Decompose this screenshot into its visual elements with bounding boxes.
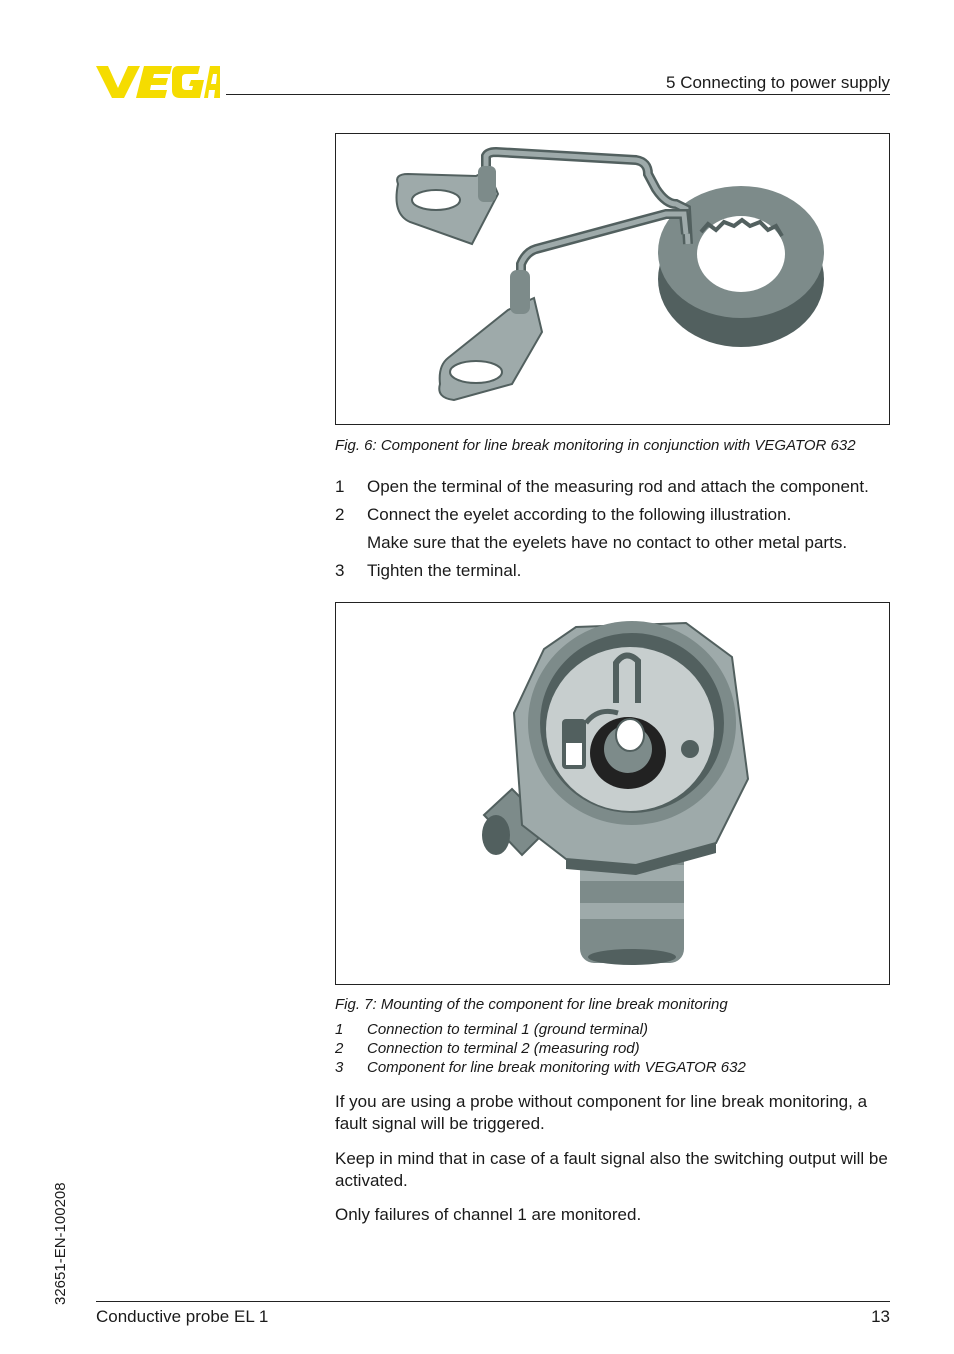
legend-text: Connection to terminal 1 (ground terminal) [367, 1021, 648, 1038]
legend-text: Component for line break monitoring with VEGATOR 632 [367, 1059, 746, 1076]
paragraph: Keep in mind that in case of a fault signal also the switching output will be activated. [335, 1149, 888, 1190]
step-number: 2 [335, 505, 345, 524]
step-text: Open the terminal of the measuring rod and attach the component. [367, 477, 869, 496]
header-rule [226, 94, 890, 95]
step-number: 3 [335, 561, 345, 580]
figure-6-caption: Fig. 6: Component for line break monitoring in conjunction with VEGATOR 632 [335, 437, 856, 454]
figure-7-caption: Fig. 7: Mounting of the component for line break monitoring [335, 996, 728, 1013]
step-number: 1 [335, 477, 345, 496]
figure-6-image [335, 133, 890, 425]
footer-rule [96, 1301, 890, 1302]
legend-number: 1 [335, 1021, 344, 1038]
document-id-text: 32651-EN-100208 [52, 1182, 69, 1305]
vega-logo [96, 64, 220, 100]
product-name: Conductive probe EL 1 [96, 1307, 269, 1326]
section-title: 5 Connecting to power supply [666, 73, 890, 92]
step-text: Connect the eyelet according to the following illustration. [367, 505, 792, 524]
document-id [52, 1155, 72, 1305]
step-text: Make sure that the eyelets have no contact to other metal parts. [367, 533, 848, 552]
legend-number: 2 [335, 1040, 344, 1057]
legend-number: 3 [335, 1059, 344, 1076]
page-number: 13 [871, 1307, 890, 1326]
paragraph: Only failures of channel 1 are monitored. [335, 1205, 642, 1224]
legend-text: Connection to terminal 2 (measuring rod) [367, 1040, 640, 1057]
figure-7-image [335, 602, 890, 985]
paragraph: If you are using a probe without component for line break monitoring, a fault signal will be triggered. [335, 1092, 868, 1133]
step-text: Tighten the terminal. [367, 561, 522, 580]
